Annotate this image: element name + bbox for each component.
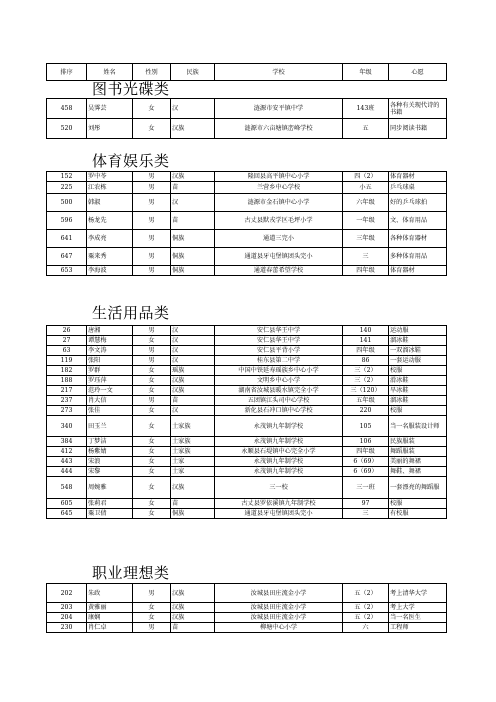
table-cell: 237 xyxy=(47,396,87,406)
table-cell: 李成亮 xyxy=(87,230,133,248)
table-cell: 225 xyxy=(47,182,87,194)
table-cell: 一年级 xyxy=(343,212,389,230)
table-cell: 汉 xyxy=(171,326,215,336)
table-cell: 182 xyxy=(47,366,87,376)
table-cell: 女 xyxy=(133,437,171,447)
table-cell: 罗中苓 xyxy=(87,172,133,182)
table-row xyxy=(47,477,447,499)
table-cell: 永茂镇九年制学校 xyxy=(215,467,343,477)
table-cell: 男 xyxy=(133,346,171,356)
table-cell: 校服 xyxy=(389,499,447,509)
table-cell: 男 xyxy=(133,194,171,212)
table-row xyxy=(47,356,447,366)
table-cell: 女 xyxy=(133,499,171,509)
table-cell: 女 xyxy=(133,99,171,119)
section-table xyxy=(46,98,447,139)
table-cell: 李文涛 xyxy=(87,346,133,356)
table-cell: 民族服装 xyxy=(389,437,447,447)
table-cell: 涟源市安平镇中学 xyxy=(215,99,343,119)
table-cell: 五（2） xyxy=(343,613,389,623)
table-cell: 647 xyxy=(47,248,87,266)
table-cell: 安仁县华王中学 xyxy=(215,326,343,336)
table-cell: 四年级 xyxy=(343,346,389,356)
table-cell: 苗 xyxy=(171,212,215,230)
table-cell: 汉 xyxy=(171,99,215,119)
table-cell: 女 xyxy=(133,119,171,139)
table-cell: 粟来秀 xyxy=(87,248,133,266)
table-row xyxy=(47,499,447,509)
table-cell: 舞蹈服装 xyxy=(389,447,447,457)
table-cell: 通道三完小 xyxy=(215,230,343,248)
table-cell: 溜冰鞋 xyxy=(389,396,447,406)
table-cell: 女 xyxy=(133,366,171,376)
table-cell: 男 xyxy=(133,212,171,230)
table-cell: 韩淑 xyxy=(87,194,133,212)
table-cell: 27 xyxy=(47,336,87,346)
table-row xyxy=(47,248,447,266)
table-cell: 体育器材 xyxy=(389,172,447,182)
table-cell: 有校服 xyxy=(389,509,447,519)
table-cell: 188 xyxy=(47,376,87,386)
header-cell: 民族 xyxy=(171,64,215,81)
table-cell: 康娴 xyxy=(87,613,133,623)
table-cell: 女 xyxy=(133,416,171,437)
table-cell: 苗 xyxy=(171,623,215,633)
table-cell: 一套漂亮的舞蹈服 xyxy=(389,477,447,499)
table-cell: 土家族 xyxy=(171,416,215,437)
section-table xyxy=(46,171,447,276)
section-title: 图书光碟类 xyxy=(92,80,170,98)
table-cell: 女 xyxy=(133,509,171,519)
table-cell: 女 xyxy=(133,477,171,499)
table-cell: 119 xyxy=(47,356,87,366)
table-cell: 汝城县田庄流金小学 xyxy=(215,613,343,623)
table-row xyxy=(47,584,447,603)
table-cell: 97 xyxy=(343,499,389,509)
table-cell: 六 xyxy=(343,623,389,633)
table-cell: 152 xyxy=(47,172,87,182)
table-cell: 吴霁芸 xyxy=(87,99,133,119)
table-cell: 汝城县田庄流金小学 xyxy=(215,584,343,603)
table-cell: 滑冰鞋 xyxy=(389,376,447,386)
table-cell: 刘彤 xyxy=(87,119,133,139)
table-cell: 古丈县默戎学区毛坪小学 xyxy=(215,212,343,230)
table-row xyxy=(47,212,447,230)
table-cell: 汉族 xyxy=(171,603,215,613)
table-cell: 五（2） xyxy=(343,584,389,603)
table-cell: 三 xyxy=(343,509,389,519)
table-cell: 文明乡中心小学 xyxy=(215,376,343,386)
table-row xyxy=(47,266,447,276)
table-cell: 6（69） xyxy=(343,457,389,467)
table-cell: 三年级 xyxy=(343,230,389,248)
table-cell: 汉 xyxy=(171,356,215,366)
table-cell: 永茂镇九年制学校 xyxy=(215,416,343,437)
table-row xyxy=(47,603,447,613)
table-cell: 645 xyxy=(47,509,87,519)
table-cell: 周婉雅 xyxy=(87,477,133,499)
header-cell: 排序 xyxy=(47,64,87,81)
table-cell: 土家 xyxy=(171,467,215,477)
table-cell: 古丈县罗依溪镇九年制学校 xyxy=(215,499,343,509)
table-row xyxy=(47,336,447,346)
table-cell: 444 xyxy=(47,467,87,477)
table-cell: 朱政 xyxy=(87,584,133,603)
table-cell: 校服 xyxy=(389,366,447,376)
table-cell: 侗族 xyxy=(171,230,215,248)
table-cell: 罗群 xyxy=(87,366,133,376)
table-cell: 侗族 xyxy=(171,248,215,266)
section-title: 生活用品类 xyxy=(92,304,170,322)
header-row xyxy=(47,64,447,81)
table-cell: 罗珏萍 xyxy=(87,376,133,386)
table-cell: 文、体育用品 xyxy=(389,212,447,230)
table-cell: 63 xyxy=(47,346,87,356)
table-cell: 杨紫婧 xyxy=(87,447,133,457)
table-cell: 隆回县高平镇中心小学 xyxy=(215,172,343,182)
table-cell: 涟源市六亩塘镇峦峰学校 xyxy=(215,119,343,139)
table-cell: 106 xyxy=(343,437,389,447)
table-cell: 中国中铁延寿瑶族乡中心小学 xyxy=(215,366,343,376)
table-cell: 柳塘中心小学 xyxy=(215,623,343,633)
table-cell: 143班 xyxy=(343,99,389,119)
table-row xyxy=(47,230,447,248)
table-row xyxy=(47,376,447,386)
table-cell: 520 xyxy=(47,119,87,139)
table-cell: 工程师 xyxy=(389,623,447,633)
table-cell: 男 xyxy=(133,623,171,633)
table-cell: 汉族 xyxy=(171,584,215,603)
table-cell: 273 xyxy=(47,406,87,416)
table-cell: 谭慧梅 xyxy=(87,336,133,346)
table-row xyxy=(47,119,447,139)
table-cell: 田玉兰 xyxy=(87,416,133,437)
table-cell: 汉 xyxy=(171,346,215,356)
table-cell: 苗 xyxy=(171,396,215,406)
table-cell: 男 xyxy=(133,230,171,248)
table-cell: 女 xyxy=(133,467,171,477)
table-row xyxy=(47,396,447,406)
table-cell: 203 xyxy=(47,603,87,613)
table-cell: 范玲一文 xyxy=(87,386,133,396)
table-cell: 三一校 xyxy=(215,477,343,499)
table-cell: 苗 xyxy=(171,499,215,509)
table-row xyxy=(47,467,447,477)
table-cell: 安仁县平背小学 xyxy=(215,346,343,356)
table-cell: 四（2） xyxy=(343,172,389,182)
table-cell: 考上大学 xyxy=(389,603,447,613)
table-cell: 605 xyxy=(47,499,87,509)
table-cell: 三一班 xyxy=(343,477,389,499)
table-cell: 校服 xyxy=(389,406,447,416)
table-cell: 考上清华大学 xyxy=(389,584,447,603)
section-table xyxy=(46,583,447,633)
table-cell: 汉族 xyxy=(171,172,215,182)
table-cell: 五（2） xyxy=(343,603,389,613)
table-cell: 男 xyxy=(133,266,171,276)
table-cell: 汉 xyxy=(171,194,215,212)
table-cell: 宋黎 xyxy=(87,467,133,477)
table-cell: 永茂镇九年制学校 xyxy=(215,437,343,447)
table-cell: 永茂镇九年制学校 xyxy=(215,457,343,467)
table-cell: 女 xyxy=(133,336,171,346)
table-cell: 汝城县田庄流金小学 xyxy=(215,603,343,613)
table-cell: 四年级 xyxy=(343,266,389,276)
table-cell: 汉族 xyxy=(171,613,215,623)
table-cell: 肖大信 xyxy=(87,396,133,406)
table-cell: 肖仁卓 xyxy=(87,623,133,633)
table-row xyxy=(47,386,447,396)
table-cell: 汉族 xyxy=(171,119,215,139)
table-cell: 男 xyxy=(133,182,171,194)
table-cell: 苗 xyxy=(171,182,215,194)
table-cell: 女 xyxy=(133,457,171,467)
table-cell: 宋浪 xyxy=(87,457,133,467)
table-cell: 多种体育用品 xyxy=(389,248,447,266)
table-cell: 涟源市金石镇中心小学 xyxy=(215,194,343,212)
table-cell: 女 xyxy=(133,376,171,386)
table-cell: 土家族 xyxy=(171,437,215,447)
table-cell: 土家族 xyxy=(171,447,215,457)
table-cell: 张佳 xyxy=(87,406,133,416)
table-cell: 230 xyxy=(47,623,87,633)
table-cell: 男 xyxy=(133,248,171,266)
table-cell: 汉族 xyxy=(171,477,215,499)
table-cell: 通道县牙屯堡镇团头完小 xyxy=(215,509,343,519)
table-cell: 105 xyxy=(343,416,389,437)
table-cell: 548 xyxy=(47,477,87,499)
header-cell: 姓名 xyxy=(87,64,133,81)
table-cell: 运动服 xyxy=(389,326,447,336)
table-cell: 女 xyxy=(133,406,171,416)
table-row xyxy=(47,447,447,457)
table-cell: 女 xyxy=(133,603,171,613)
table-cell: 596 xyxy=(47,212,87,230)
section-table xyxy=(46,325,447,519)
table-cell: 五年级 xyxy=(343,396,389,406)
table-cell: 458 xyxy=(47,99,87,119)
table-cell: 桂东县第二中学 xyxy=(215,356,343,366)
table-cell: 溜冰鞋 xyxy=(389,336,447,346)
table-row xyxy=(47,509,447,519)
table-row xyxy=(47,613,447,623)
table-row xyxy=(47,99,447,119)
table-cell: 140 xyxy=(343,326,389,336)
header-cell: 年级 xyxy=(343,64,389,81)
table-cell: 瑶族 xyxy=(171,366,215,376)
table-cell: 当一名医生 xyxy=(389,613,447,623)
table-cell: 张莉君 xyxy=(87,499,133,509)
table-cell: 侗族 xyxy=(171,266,215,276)
table-cell: 141 xyxy=(343,336,389,346)
table-cell: 女 xyxy=(133,613,171,623)
table-row xyxy=(47,416,447,437)
table-cell: 500 xyxy=(47,194,87,212)
table-row xyxy=(47,172,447,182)
table-cell: 653 xyxy=(47,266,87,276)
table-cell: 旱冰鞋 xyxy=(389,386,447,396)
table-cell: 张阳 xyxy=(87,356,133,366)
table-row xyxy=(47,623,447,633)
table-row xyxy=(47,457,447,467)
table-cell: 舞鞋、舞裙 xyxy=(389,467,447,477)
table-cell: 江农栋 xyxy=(87,182,133,194)
table-cell: 443 xyxy=(47,457,87,467)
table-cell: 各种有关现代诗的书籍 xyxy=(389,99,447,119)
table-cell: 丁梦洁 xyxy=(87,437,133,447)
table-cell: 三 xyxy=(343,248,389,266)
section-title: 职业理想类 xyxy=(92,564,170,582)
table-cell: 汉族 xyxy=(171,386,215,396)
table-row xyxy=(47,437,447,447)
table-cell: 汉族 xyxy=(171,376,215,386)
table-cell: 体育器材 xyxy=(389,266,447,276)
table-row xyxy=(47,406,447,416)
table-cell: 黄雅丽 xyxy=(87,603,133,613)
table-cell: 五 xyxy=(343,119,389,139)
table-row xyxy=(47,194,447,212)
table-cell: 86 xyxy=(343,356,389,366)
table-row xyxy=(47,346,447,356)
table-cell: 同步阅读书籍 xyxy=(389,119,447,139)
header-cell: 性别 xyxy=(133,64,171,81)
table-cell: 202 xyxy=(47,584,87,603)
table-cell: 384 xyxy=(47,437,87,447)
table-cell: 三（120） xyxy=(343,386,389,396)
table-cell: 220 xyxy=(343,406,389,416)
table-cell: 641 xyxy=(47,230,87,248)
table-row xyxy=(47,366,447,376)
table-cell: 粟卫倩 xyxy=(87,509,133,519)
table-row xyxy=(47,182,447,194)
table-cell: 唐湘 xyxy=(87,326,133,336)
table-cell: 女 xyxy=(133,447,171,457)
table-cell: 一套运动服 xyxy=(389,356,447,366)
table-cell: 男 xyxy=(133,172,171,182)
table-cell: 好的乒乓球拍 xyxy=(389,194,447,212)
table-cell: 当一名服装设计师 xyxy=(389,416,447,437)
table-cell: 五团镇江头司中心学校 xyxy=(215,396,343,406)
table-cell: 26 xyxy=(47,326,87,336)
table-cell: 李海波 xyxy=(87,266,133,276)
table-cell: 湖南省汝城县暖水镇完全小学 xyxy=(215,386,343,396)
table-cell: 340 xyxy=(47,416,87,437)
table-cell: 217 xyxy=(47,386,87,396)
table-cell: 三（2） xyxy=(343,376,389,386)
table-cell: 兰营乡中心学校 xyxy=(215,182,343,194)
table-cell: 新化县石冲口镇中心学校 xyxy=(215,406,343,416)
header-table xyxy=(46,63,447,81)
table-cell: 四年级 xyxy=(343,447,389,457)
table-cell: 美丽的舞裙 xyxy=(389,457,447,467)
table-cell: 汉 xyxy=(171,336,215,346)
table-cell: 各种体育器材 xyxy=(389,230,447,248)
table-cell: 乒乓球桌 xyxy=(389,182,447,194)
table-cell: 小五 xyxy=(343,182,389,194)
header-cell: 心愿 xyxy=(389,64,447,81)
table-cell: 204 xyxy=(47,613,87,623)
table-cell: 男 xyxy=(133,584,171,603)
table-cell: 男 xyxy=(133,356,171,366)
table-cell: 三（2） xyxy=(343,366,389,376)
table-cell: 杨龙先 xyxy=(87,212,133,230)
table-cell: 6（69） xyxy=(343,467,389,477)
table-cell: 土家 xyxy=(171,457,215,467)
table-cell: 汉 xyxy=(171,406,215,416)
table-cell: 永顺县石堤镇中心完全小学 xyxy=(215,447,343,457)
table-cell: 412 xyxy=(47,447,87,457)
section-title: 体育娱乐类 xyxy=(92,152,170,170)
table-cell: 侗族 xyxy=(171,509,215,519)
table-cell: 通道县牙屯堡镇团头完小 xyxy=(215,248,343,266)
table-cell: 女 xyxy=(133,386,171,396)
header-cell: 学校 xyxy=(215,64,343,81)
table-cell: 男 xyxy=(133,326,171,336)
table-cell: 通道春蕾希望学校 xyxy=(215,266,343,276)
table-cell: 安仁县华王中学 xyxy=(215,336,343,346)
table-cell: 男 xyxy=(133,396,171,406)
table-cell: 六年级 xyxy=(343,194,389,212)
table-cell: 一双溜冰鞋 xyxy=(389,346,447,356)
table-row xyxy=(47,326,447,336)
